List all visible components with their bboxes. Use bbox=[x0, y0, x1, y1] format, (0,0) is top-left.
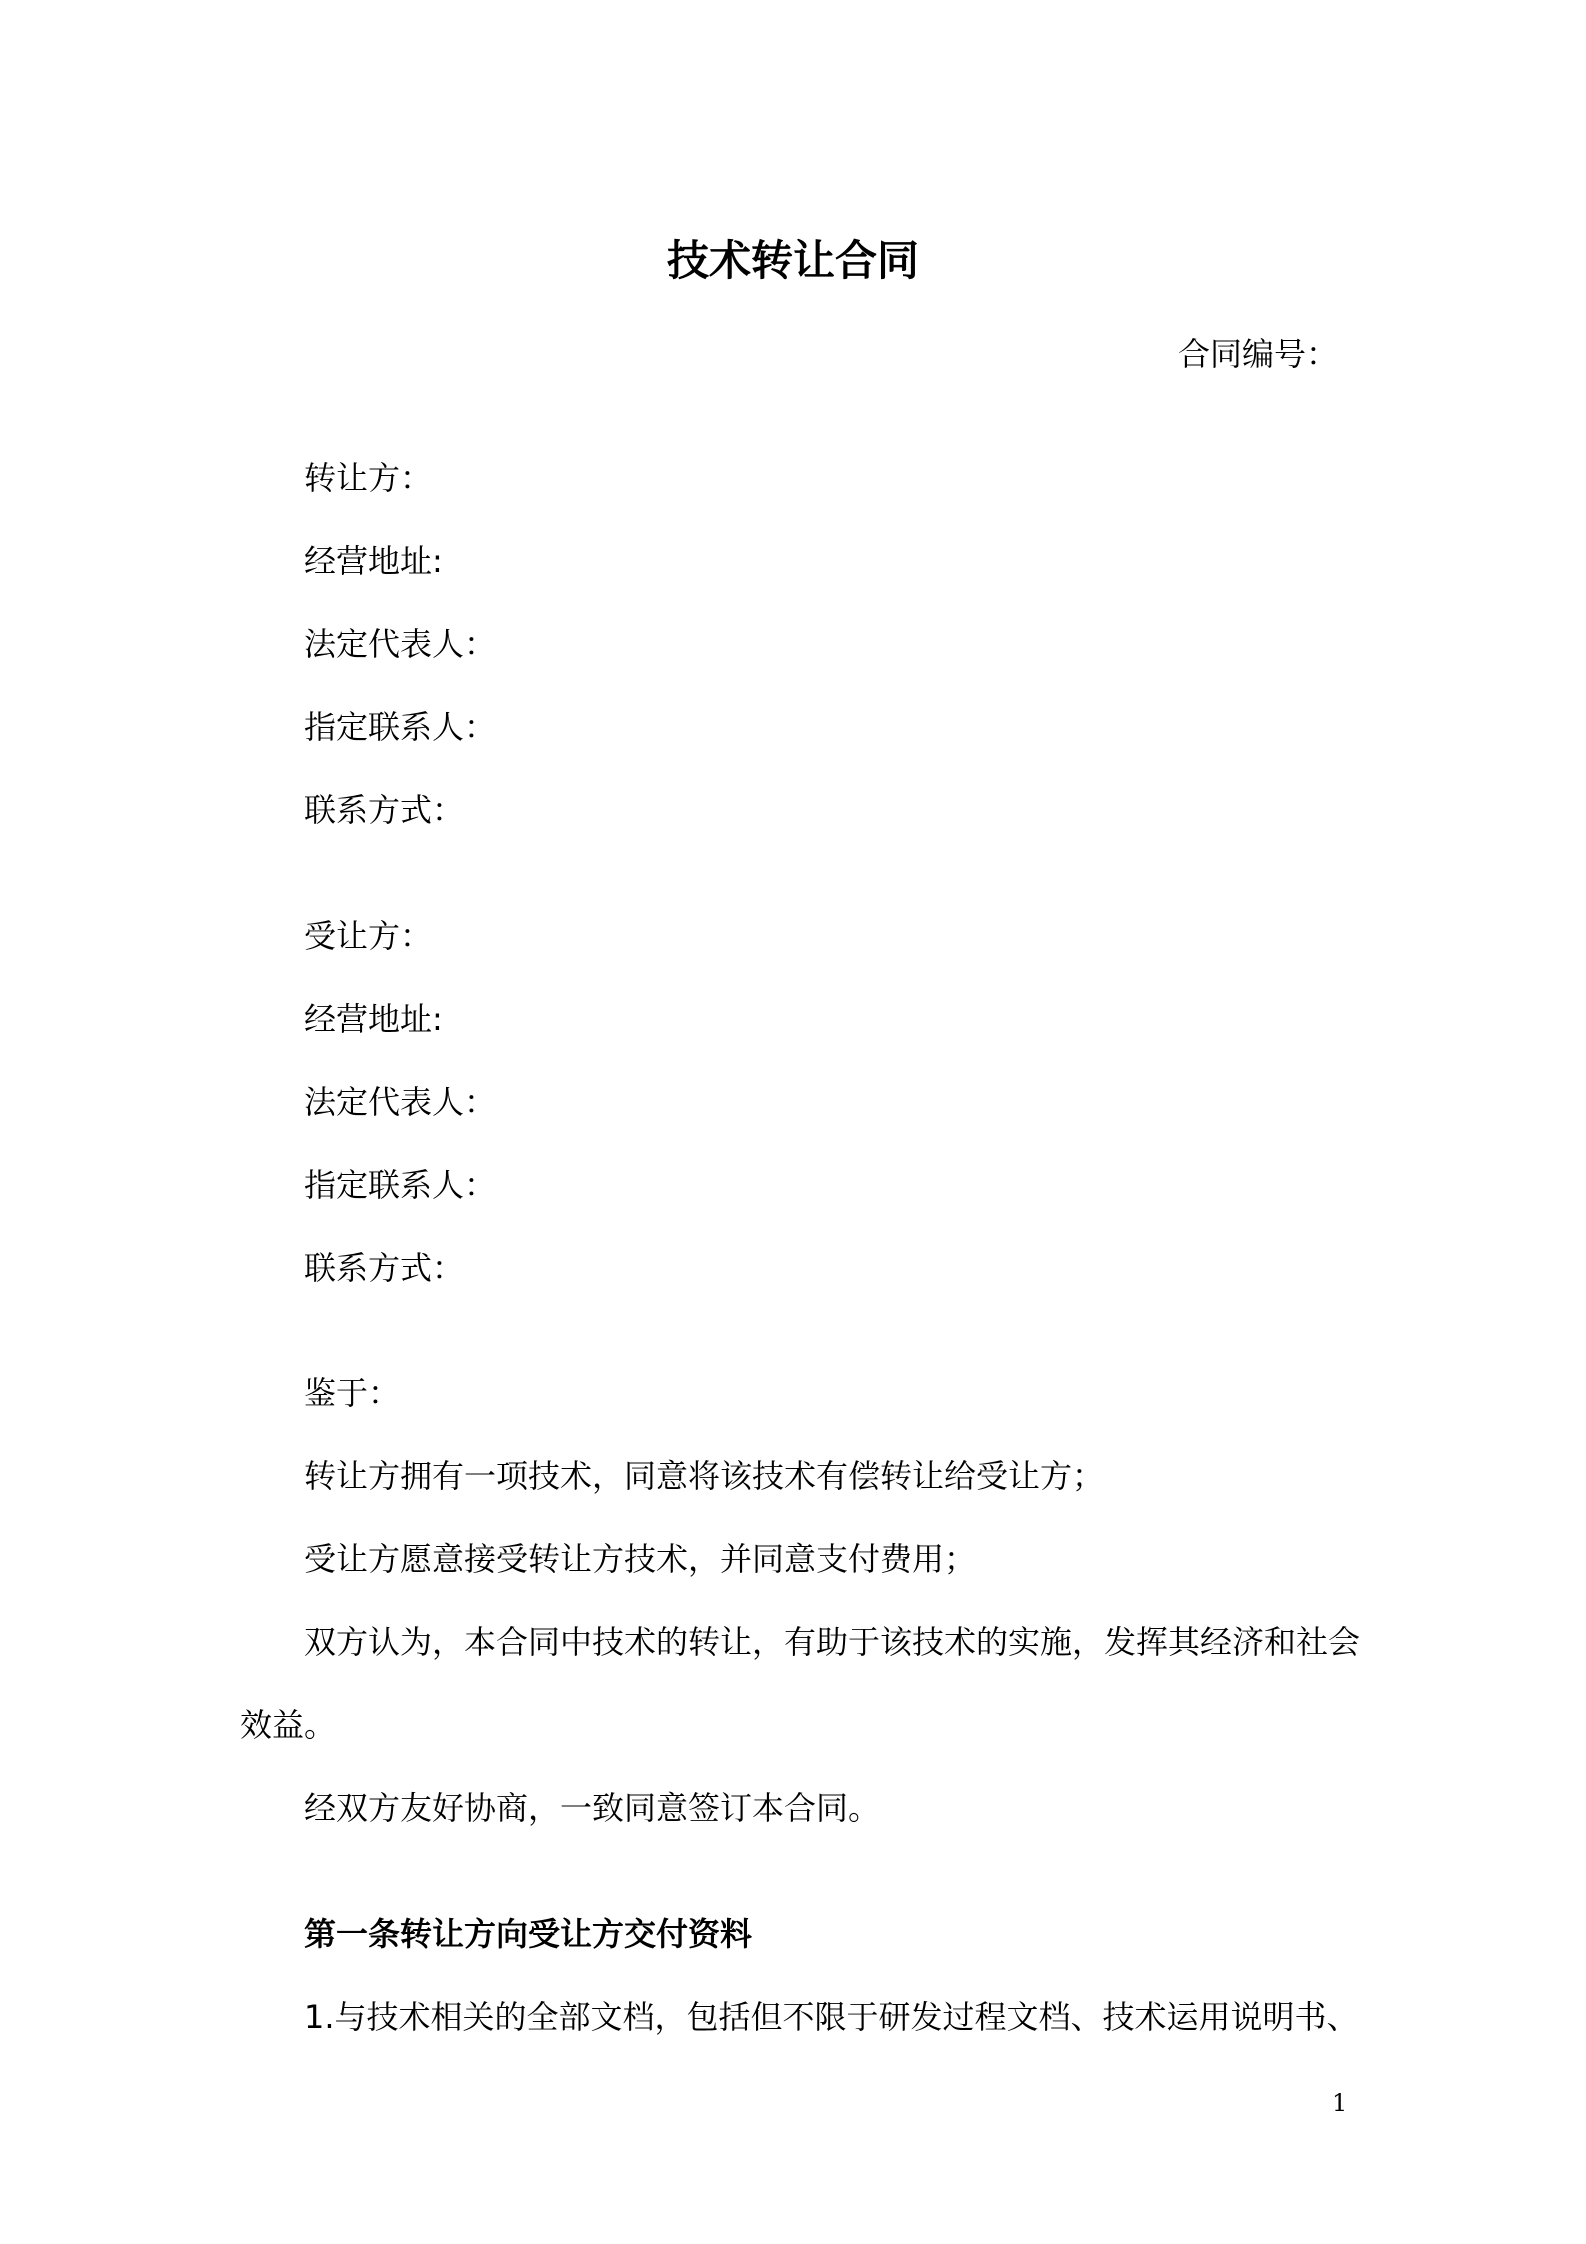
transferee-party-label: 受让方： bbox=[304, 917, 433, 955]
recital-line-3: 双方认为，本合同中技术的转让，有助于该技术的实施，发挥其经济和社会 bbox=[304, 1623, 1361, 1661]
transferor-legal-rep-label: 法定代表人： bbox=[304, 625, 497, 663]
page-number: 1 bbox=[1332, 2089, 1348, 2117]
recital-line-4: 经双方友好协商，一致同意签订本合同。 bbox=[304, 1789, 881, 1827]
transferee-address-label: 经营地址: bbox=[304, 1000, 443, 1038]
recital-line-1: 转让方拥有一项技术，同意将该技术有偿转让给受让方； bbox=[304, 1457, 1105, 1495]
document-title: 技术转让合同 bbox=[666, 236, 919, 285]
transferor-party-label: 转让方： bbox=[304, 459, 433, 497]
transferor-contact-method-label: 联系方式： bbox=[304, 791, 465, 829]
article-1-item-1: 1.与技术相关的全部文档，包括但不限于研发过程文档、技术运用说明书、 bbox=[304, 1998, 1359, 2036]
recital-line-2: 受让方愿意接受转让方技术，并同意支付费用； bbox=[304, 1540, 977, 1578]
article-1-heading: 第一条转让方向受让方交付资料 bbox=[304, 1915, 753, 1953]
contract-number-label: 合同编号： bbox=[1177, 335, 1338, 373]
transferee-contact-person-label: 指定联系人： bbox=[304, 1166, 497, 1204]
recital-line-3-continued: 效益。 bbox=[240, 1706, 337, 1744]
transferor-address-label: 经营地址: bbox=[304, 542, 443, 580]
recitals-intro: 鉴于： bbox=[304, 1374, 401, 1412]
transferee-contact-method-label: 联系方式： bbox=[304, 1249, 465, 1287]
transferor-contact-person-label: 指定联系人： bbox=[304, 708, 497, 746]
transferee-legal-rep-label: 法定代表人： bbox=[304, 1083, 497, 1121]
